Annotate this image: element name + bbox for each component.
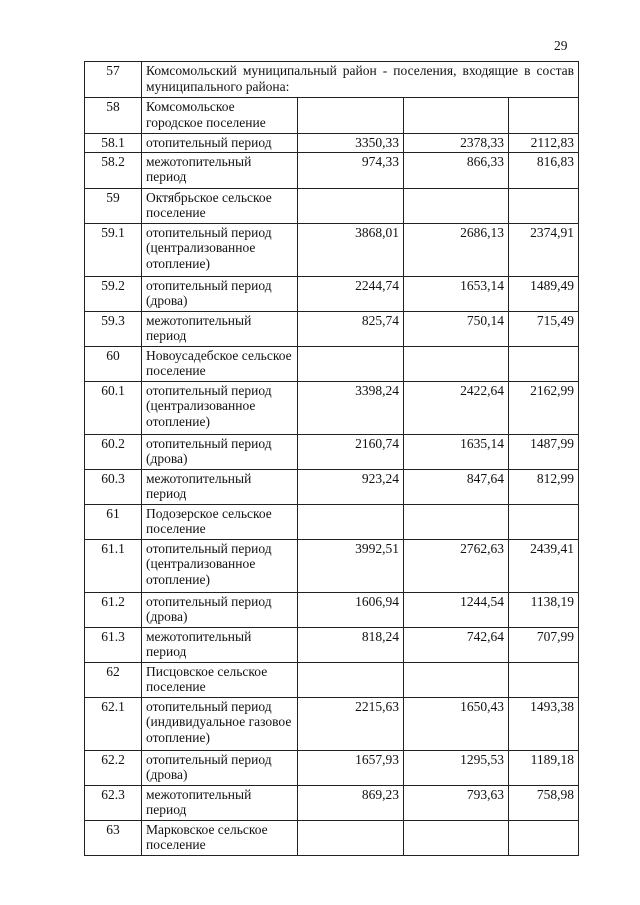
table-row: [85, 311, 579, 346]
value-cell-3: 812,99: [509, 469, 579, 504]
value-cell-3: [509, 188, 579, 223]
value-cell-2: 1650,43: [404, 697, 509, 750]
value-cell-2: 2686,13: [404, 223, 509, 276]
value-cell-2: [404, 346, 509, 381]
section-heading: Комсомольский муниципальный район - поселения, входящие в состав муниципального района:: [142, 62, 579, 98]
table-body: [85, 62, 579, 856]
value-cell-1: 2215,63: [298, 697, 404, 750]
value-cell-2: 742,64: [404, 627, 509, 662]
row-label: отопительный период: [142, 134, 298, 153]
row-number: 61.2: [85, 592, 142, 627]
row-number: 62.2: [85, 750, 142, 785]
value-cell-3: 758,98: [509, 785, 579, 820]
value-cell-3: 1189,18: [509, 750, 579, 785]
table-row: [85, 381, 579, 434]
table-row: [85, 346, 579, 381]
table-row: [85, 539, 579, 592]
value-cell-3: 2439,41: [509, 539, 579, 592]
value-cell-2: 847,64: [404, 469, 509, 504]
row-number: 63: [85, 820, 142, 855]
row-label: межотопительный период: [142, 311, 298, 346]
value-cell-3: 1487,99: [509, 434, 579, 469]
value-cell-1: 3398,24: [298, 381, 404, 434]
row-number: 59.3: [85, 311, 142, 346]
row-number: 57: [85, 62, 142, 98]
row-number: 62.3: [85, 785, 142, 820]
value-cell-1: 869,23: [298, 785, 404, 820]
row-label: Новоусадебское сельское поселение: [142, 346, 298, 381]
value-cell-3: 1493,38: [509, 697, 579, 750]
row-label: отопительный период (индивидуальное газовое отопление): [142, 697, 298, 750]
row-number: 59.1: [85, 223, 142, 276]
value-cell-3: 2162,99: [509, 381, 579, 434]
row-number: 61: [85, 504, 142, 539]
value-cell-1: [298, 346, 404, 381]
value-cell-1: [298, 98, 404, 134]
value-cell-1: 825,74: [298, 311, 404, 346]
table-row: [85, 434, 579, 469]
value-cell-2: 750,14: [404, 311, 509, 346]
row-label: межотопительный период: [142, 627, 298, 662]
row-number: 58: [85, 98, 142, 134]
value-cell-2: [404, 662, 509, 697]
value-cell-2: [404, 504, 509, 539]
table-row: [85, 504, 579, 539]
value-cell-1: 3992,51: [298, 539, 404, 592]
row-label: межотопительный период: [142, 152, 298, 188]
row-label: межотопительный период: [142, 469, 298, 504]
value-cell-2: 1653,14: [404, 276, 509, 311]
value-cell-1: 3350,33: [298, 134, 404, 153]
table-row: [85, 62, 579, 98]
row-number: 60.3: [85, 469, 142, 504]
row-number: 60: [85, 346, 142, 381]
value-cell-1: 974,33: [298, 152, 404, 188]
row-label: Подозерское сельское поселение: [142, 504, 298, 539]
table-row: [85, 188, 579, 223]
value-cell-3: 707,99: [509, 627, 579, 662]
value-cell-1: 1606,94: [298, 592, 404, 627]
value-cell-2: 1244,54: [404, 592, 509, 627]
table-row: [85, 98, 579, 134]
value-cell-3: [509, 504, 579, 539]
value-cell-2: 2378,33: [404, 134, 509, 153]
value-cell-2: [404, 820, 509, 855]
value-cell-3: [509, 662, 579, 697]
row-label: отопительный период (дрова): [142, 434, 298, 469]
page-number: 29: [554, 38, 568, 53]
table-row: [85, 223, 579, 276]
value-cell-3: 816,83: [509, 152, 579, 188]
value-cell-1: 3868,01: [298, 223, 404, 276]
table-row: [85, 152, 579, 188]
row-label: отопительный период (централизованное отопление): [142, 223, 298, 276]
row-label: межотопительный период: [142, 785, 298, 820]
value-cell-3: [509, 346, 579, 381]
value-cell-2: [404, 98, 509, 134]
row-label: Марковское сельское поселение: [142, 820, 298, 855]
table-row: [85, 276, 579, 311]
table-row: [85, 785, 579, 820]
table-row: [85, 662, 579, 697]
value-cell-2: 1635,14: [404, 434, 509, 469]
row-number: 60.2: [85, 434, 142, 469]
row-label: Писцовское сельское поселение: [142, 662, 298, 697]
row-number: 58.1: [85, 134, 142, 153]
value-cell-3: 715,49: [509, 311, 579, 346]
table-row: [85, 750, 579, 785]
value-cell-2: [404, 188, 509, 223]
row-number: 60.1: [85, 381, 142, 434]
value-cell-3: 1138,19: [509, 592, 579, 627]
value-cell-2: 866,33: [404, 152, 509, 188]
table-row: [85, 469, 579, 504]
row-label: отопительный период (дрова): [142, 276, 298, 311]
table-row: [85, 627, 579, 662]
row-number: 61.1: [85, 539, 142, 592]
row-label: отопительный период (дрова): [142, 750, 298, 785]
value-cell-1: 923,24: [298, 469, 404, 504]
value-cell-1: 2160,74: [298, 434, 404, 469]
value-cell-2: 2422,64: [404, 381, 509, 434]
row-number: 58.2: [85, 152, 142, 188]
value-cell-1: [298, 820, 404, 855]
table-row: [85, 697, 579, 750]
value-cell-3: 2112,83: [509, 134, 579, 153]
value-cell-1: [298, 662, 404, 697]
table-row: [85, 592, 579, 627]
tariff-table: [84, 61, 579, 856]
row-label: отопительный период (централизованное отопление): [142, 539, 298, 592]
row-number: 59.2: [85, 276, 142, 311]
row-label: Комсомольское городское поселение: [142, 98, 298, 134]
value-cell-2: 2762,63: [404, 539, 509, 592]
value-cell-1: [298, 188, 404, 223]
row-label: отопительный период (дрова): [142, 592, 298, 627]
row-number: 59: [85, 188, 142, 223]
value-cell-3: 1489,49: [509, 276, 579, 311]
value-cell-2: 1295,53: [404, 750, 509, 785]
row-number: 62: [85, 662, 142, 697]
value-cell-1: 2244,74: [298, 276, 404, 311]
table-row: [85, 134, 579, 153]
row-label: отопительный период (централизованное отопление): [142, 381, 298, 434]
value-cell-3: [509, 98, 579, 134]
value-cell-1: [298, 504, 404, 539]
row-number: 62.1: [85, 697, 142, 750]
value-cell-1: 818,24: [298, 627, 404, 662]
row-number: 61.3: [85, 627, 142, 662]
table-row: [85, 820, 579, 855]
value-cell-2: 793,63: [404, 785, 509, 820]
value-cell-3: 2374,91: [509, 223, 579, 276]
row-label: Октябрьское сельское поселение: [142, 188, 298, 223]
value-cell-3: [509, 820, 579, 855]
value-cell-1: 1657,93: [298, 750, 404, 785]
